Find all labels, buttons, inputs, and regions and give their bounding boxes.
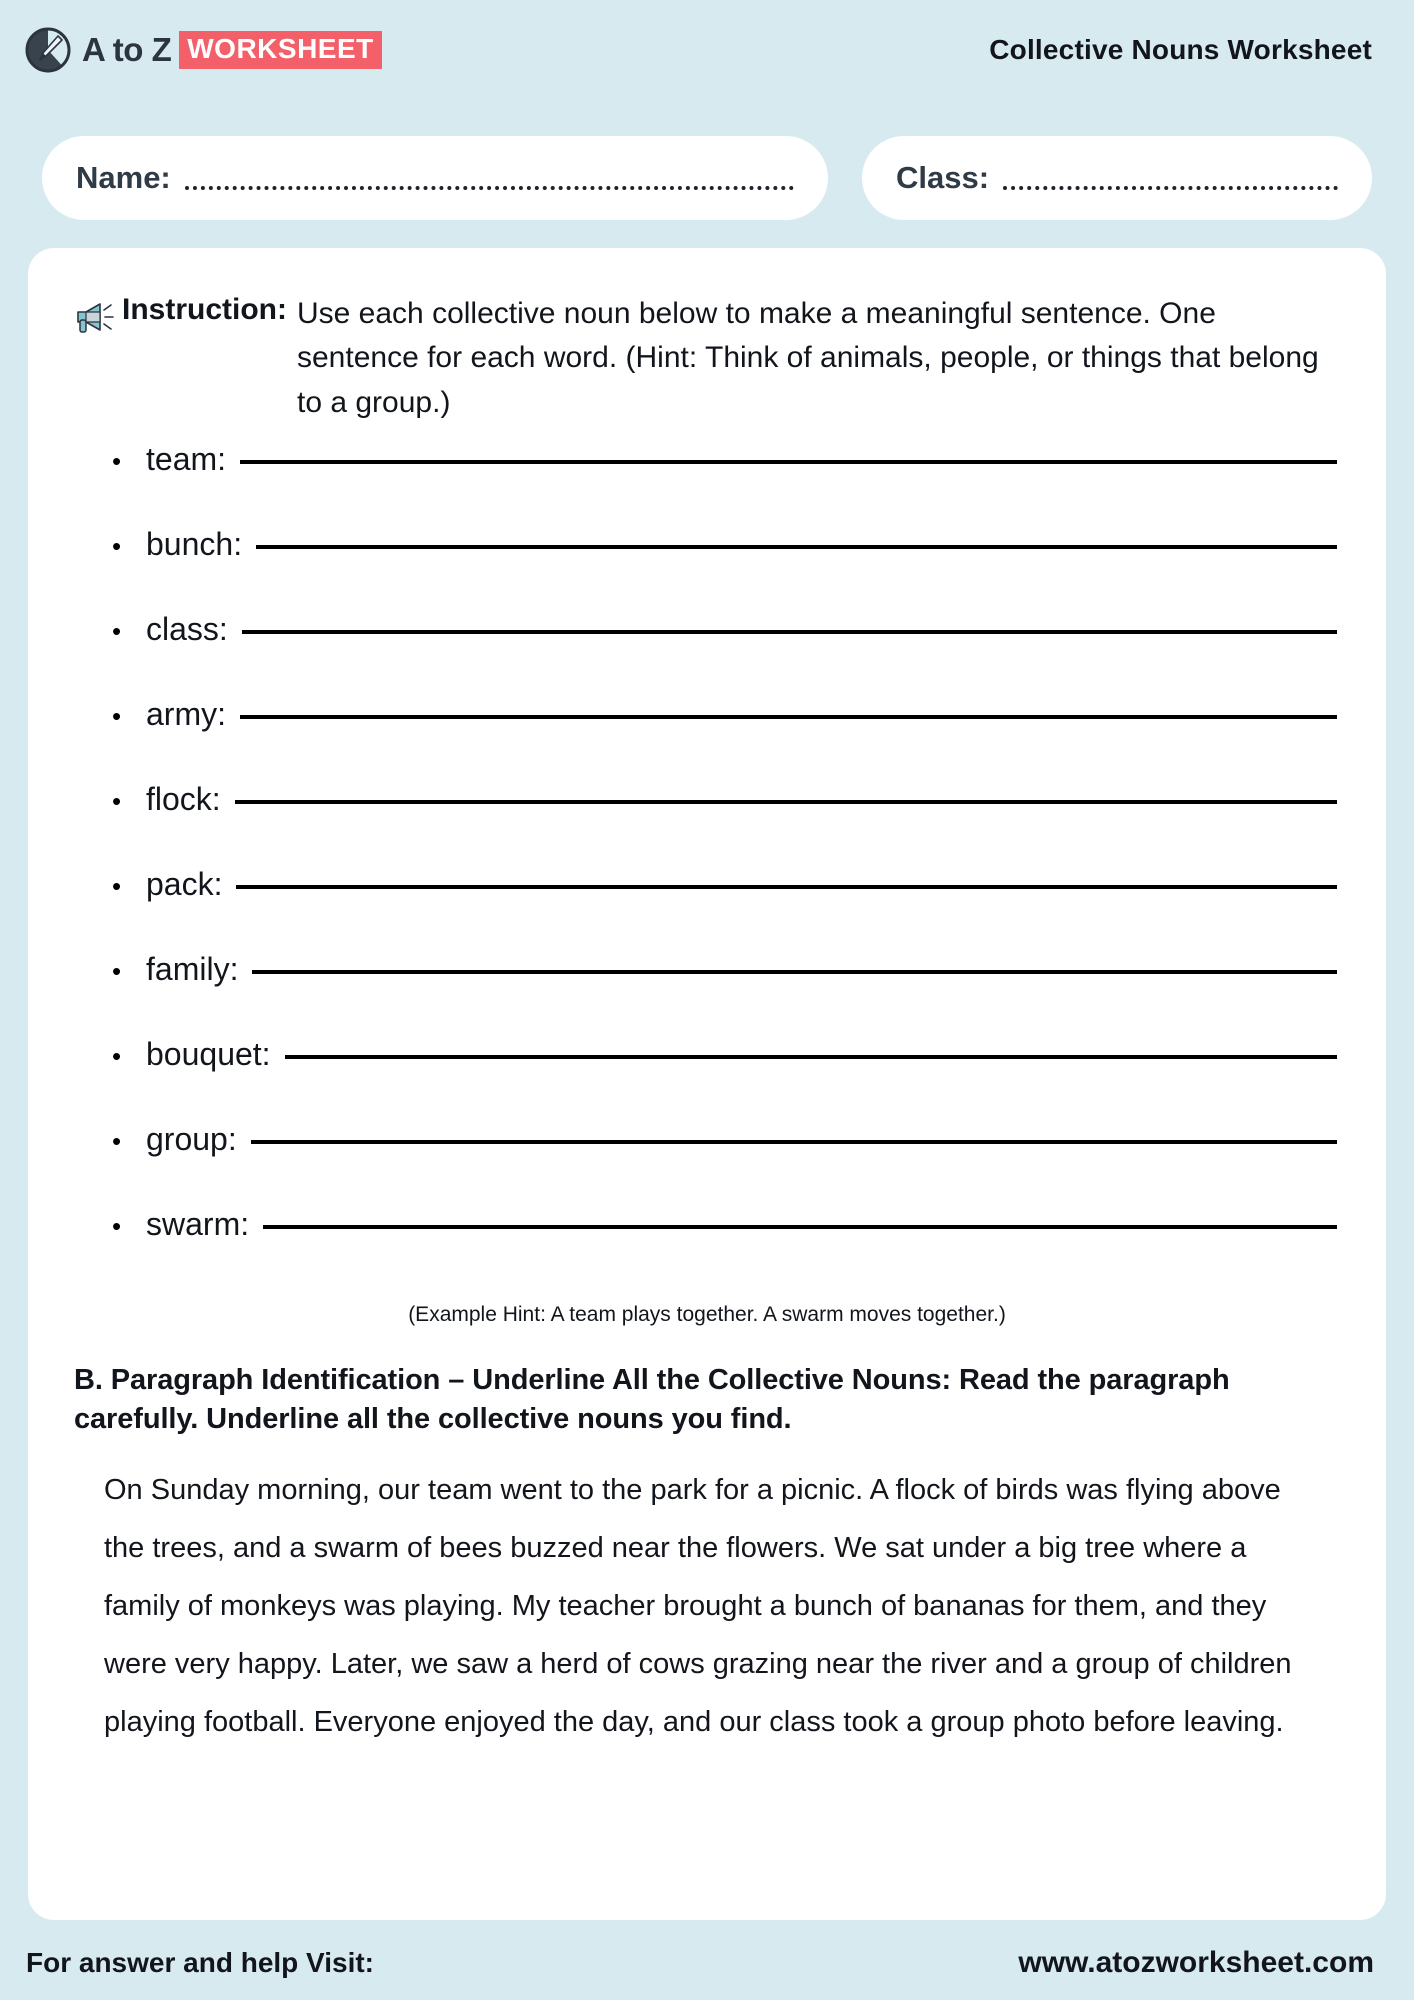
footer-visit-text: For answer and help Visit: <box>26 1947 375 1978</box>
word-list <box>74 441 1340 1291</box>
brand-logo <box>24 26 382 74</box>
bullet-icon: • <box>112 786 122 817</box>
word-label: flock: <box>146 781 221 818</box>
word-label: swarm: <box>146 1206 250 1243</box>
bullet-icon: • <box>112 446 122 477</box>
student-info-row <box>0 136 1414 220</box>
section-b-heading: B. Paragraph Identification – Underline All the Collective Nouns: Read the paragraph carefully. Underline all the collective nouns you find. <box>74 1364 1230 1436</box>
section-b-paragraph: On Sunday morning, our team went to the park for a picnic. A flock of birds was flying above the trees, and a swarm of bees buzzed near the flowers. We sat under a big tree where a family of monkeys was playing. My teacher brought a bunch of bananas for them, and they were very happy. Later, we saw a herd of cows grazing near the river and a group of children playing football. Everyone enjoyed the day, and our class took a group photo before leaving. <box>104 1474 1292 1739</box>
bullet-icon: • <box>112 956 122 987</box>
instruction-block <box>74 288 1340 425</box>
class-label: Class: <box>896 160 990 195</box>
bullet-icon: • <box>112 871 122 902</box>
instruction-text: Use each collective noun below to make a meaningful sentence. One sentence for each word. (Hint: Think of animals, people, or things that belong to a group.) <box>297 297 1319 419</box>
megaphone-icon <box>74 300 116 334</box>
list-item <box>112 866 1340 951</box>
list-item <box>112 781 1340 866</box>
name-input-line[interactable] <box>185 170 794 190</box>
list-item <box>112 696 1340 781</box>
brand-worksheet-badge: WORKSHEET <box>179 31 382 69</box>
answer-line[interactable] <box>240 715 1337 719</box>
page-header <box>0 0 1414 100</box>
example-hint: (Example Hint: A team plays together. A swarm moves together.) <box>408 1303 1006 1327</box>
word-label: class: <box>146 611 228 648</box>
answer-line[interactable] <box>236 885 1337 889</box>
class-input-line[interactable] <box>1003 170 1338 190</box>
class-field[interactable] <box>862 136 1372 220</box>
list-item <box>112 951 1340 1036</box>
list-item <box>112 611 1340 696</box>
brand-atoz-text: A to Z <box>82 31 172 68</box>
name-field[interactable] <box>42 136 828 220</box>
answer-line[interactable] <box>252 970 1337 974</box>
name-label: Name: <box>76 160 171 195</box>
bullet-icon: • <box>112 701 122 732</box>
answer-line[interactable] <box>285 1055 1337 1059</box>
pen-circle-logo-icon <box>24 26 72 74</box>
list-item <box>112 1121 1340 1206</box>
list-item <box>112 1036 1340 1121</box>
word-label: army: <box>146 696 226 733</box>
answer-line[interactable] <box>242 630 1337 634</box>
bullet-icon: • <box>112 1126 122 1157</box>
word-label: family: <box>146 951 239 988</box>
list-item <box>112 526 1340 611</box>
bullet-icon: • <box>112 616 122 647</box>
worksheet-card <box>28 248 1386 1920</box>
word-label: group: <box>146 1121 237 1158</box>
bullet-icon: • <box>112 531 122 562</box>
answer-line[interactable] <box>263 1225 1337 1229</box>
answer-line[interactable] <box>251 1140 1337 1144</box>
word-label: bunch: <box>146 526 243 563</box>
answer-line[interactable] <box>235 800 1337 804</box>
word-label: pack: <box>146 866 223 903</box>
list-item <box>112 1206 1340 1291</box>
instruction-label: Instruction: <box>122 293 287 326</box>
bullet-icon: • <box>112 1041 122 1072</box>
brand-wordmark <box>82 31 382 69</box>
word-label: bouquet: <box>146 1036 271 1073</box>
answer-line[interactable] <box>256 545 1337 549</box>
bullet-icon: • <box>112 1211 122 1242</box>
footer-website-link[interactable]: www.atozworksheet.com <box>1018 1946 1374 1979</box>
word-label: team: <box>146 441 227 478</box>
page-footer <box>0 1926 1414 2000</box>
page-title: Collective Nouns Worksheet <box>989 34 1372 65</box>
list-item <box>112 441 1340 526</box>
answer-line[interactable] <box>240 460 1337 464</box>
